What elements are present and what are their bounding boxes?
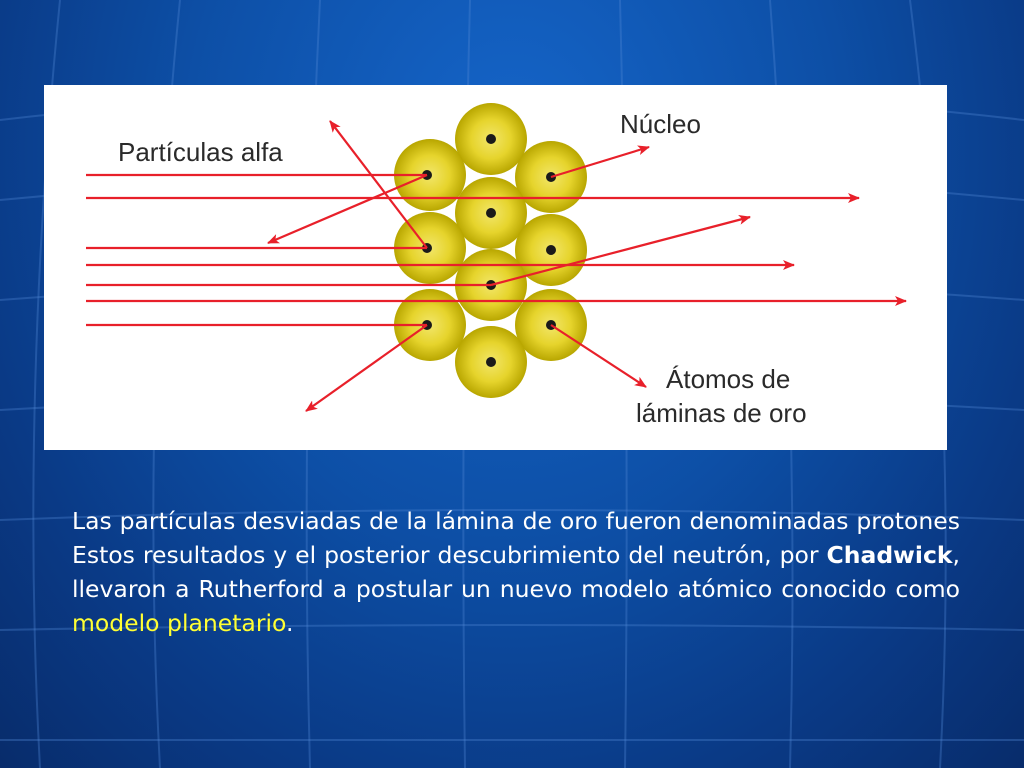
text-part1: Las partículas desviadas de la lámina de oro fueron denominadas protones Estos resultados y el posterior descubrimiento del neutrón, por	[72, 507, 960, 569]
label-gold-atoms-line2: láminas de oro	[636, 398, 807, 428]
nucleus-dot	[486, 357, 496, 367]
text-part2: , llevaron a Rutherford a postular un nuevo modelo atómico conocido como	[72, 541, 960, 603]
label-gold-atoms-line1: Átomos de	[666, 364, 791, 394]
planetary-model-highlight: modelo planetario	[72, 609, 286, 637]
explanation-paragraph	[72, 504, 960, 640]
label-alpha-particles: Partículas alfa	[118, 137, 283, 167]
chadwick-name: Chadwick	[826, 541, 953, 569]
text-end: .	[286, 609, 294, 637]
alpha-path-deflected	[306, 325, 427, 411]
nucleus-dot	[486, 208, 496, 218]
nucleus-dot	[486, 134, 496, 144]
diagram-panel	[44, 85, 947, 450]
nucleus-dot	[546, 245, 556, 255]
label-nucleus: Núcleo	[620, 109, 701, 139]
